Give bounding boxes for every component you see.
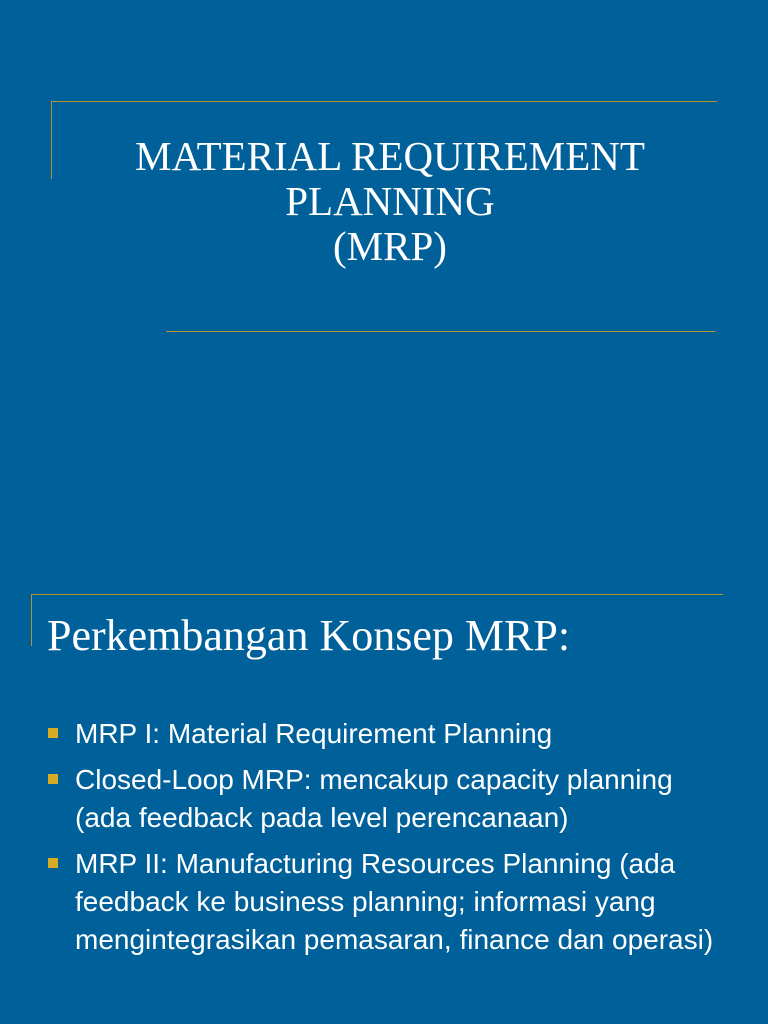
bullet-text: MRP II: Manufacturing Resources Planning (ada feedback ke business planning; informasi yang mengintegrasikan pemasaran, finance dan operasi) <box>75 848 714 955</box>
bullet-item <box>47 715 727 753</box>
bullet-text: MRP I: Material Requirement Planning <box>75 718 553 749</box>
content-heading: Perkembangan Konsep MRP: <box>47 611 571 660</box>
left-accent-rule <box>51 101 52 179</box>
top-accent-rule <box>31 594 723 595</box>
title-line-1: MATERIAL REQUIREMENT <box>135 133 645 179</box>
slide-title <box>60 134 720 269</box>
title-line-2: PLANNING <box>285 178 495 224</box>
square-bullet-icon <box>48 728 58 738</box>
top-accent-rule <box>51 101 717 102</box>
content-slide <box>0 512 768 1024</box>
square-bullet-icon <box>48 774 58 784</box>
square-bullet-icon <box>48 858 58 868</box>
bullet-text: Closed-Loop MRP: mencakup capacity planning (ada feedback pada level perencanaan) <box>75 764 673 833</box>
bottom-accent-rule <box>166 331 715 332</box>
bullet-list <box>47 715 727 967</box>
bullet-item <box>47 845 727 959</box>
bullet-item <box>47 761 727 837</box>
left-accent-rule <box>31 594 32 646</box>
title-line-3: (MRP) <box>333 223 447 269</box>
